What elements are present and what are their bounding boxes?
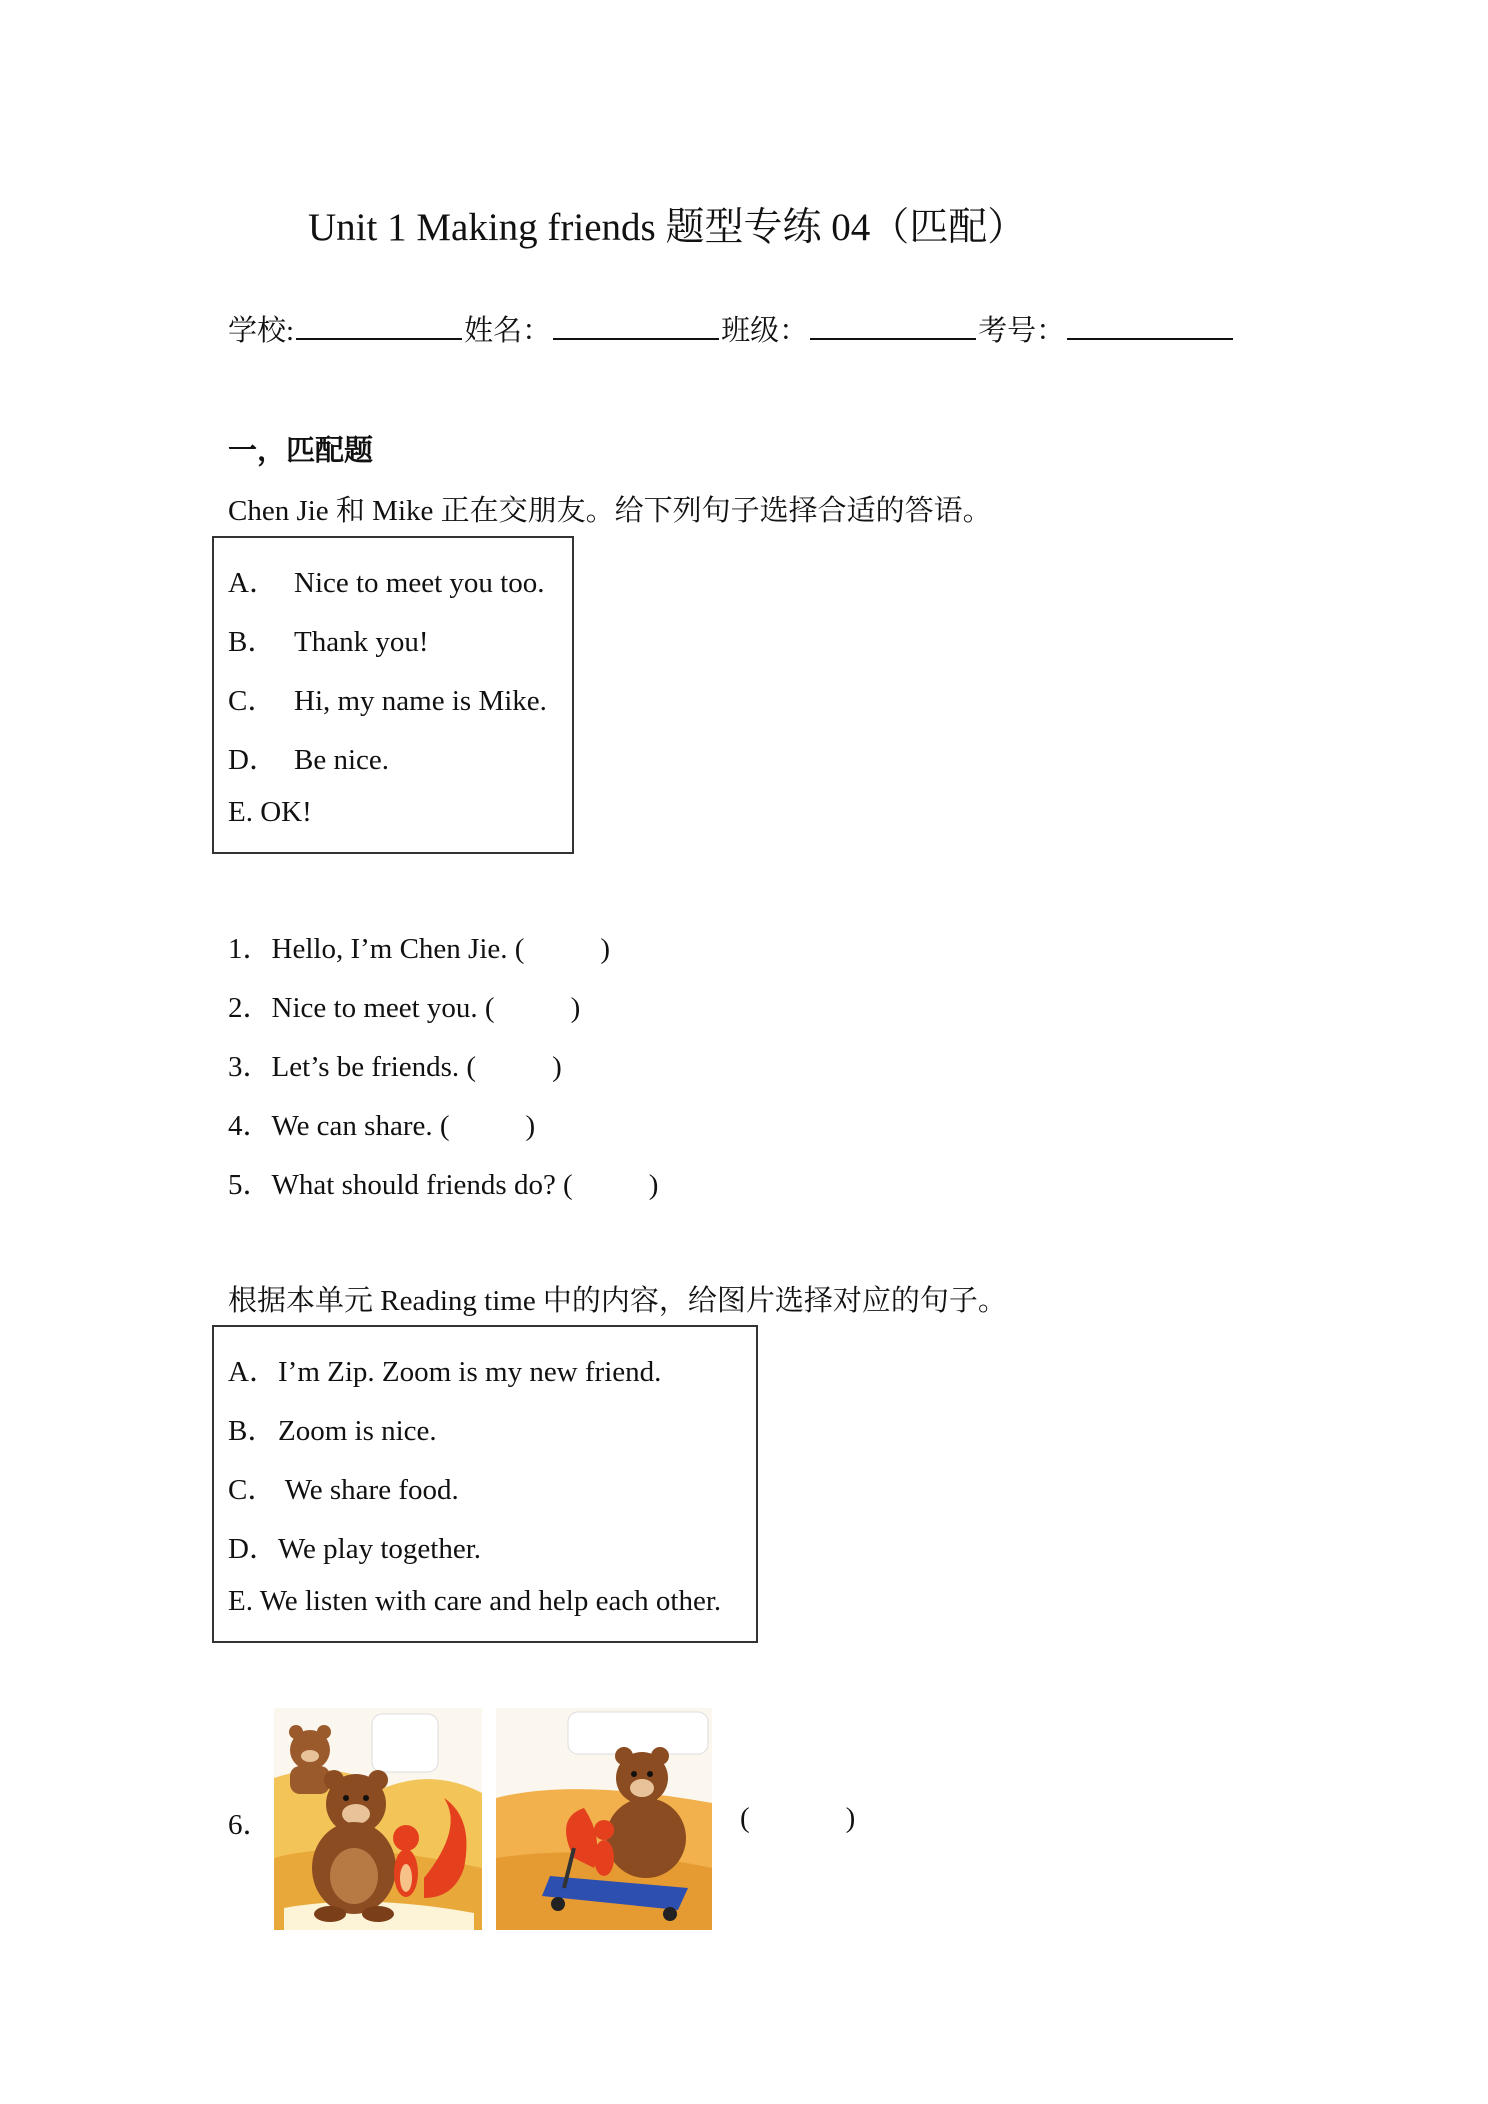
option-a: A．I’m Zip. Zoom is my new friend. (228, 1356, 662, 1388)
section1-instruction: Chen Jie 和 Mike 正在交朋友。给下列句子选择合适的答语。 (228, 495, 992, 527)
question-5: 5．What should friends do? ( ) (228, 1169, 659, 1201)
left-panel (274, 1708, 482, 1930)
question-4: 4．We can share. ( ) (228, 1110, 536, 1142)
name-blank[interactable] (553, 312, 719, 340)
option-e: E. OK! (228, 796, 312, 828)
question-6-answer: ( ) (740, 1802, 856, 1834)
class-blank[interactable] (810, 312, 976, 340)
option-b: B． Thank you! (228, 626, 429, 658)
option-b: B．Zoom is nice. (228, 1415, 437, 1447)
option-c: C． We share food. (228, 1474, 459, 1506)
student-info-line (228, 308, 1235, 349)
section-heading: 一，匹配题 (228, 433, 374, 467)
question-3: 3．Let’s be friends. ( ) (228, 1051, 562, 1083)
exam-number-label: 考号： (978, 315, 1066, 347)
right-panel (496, 1708, 712, 1930)
story-illustration (274, 1708, 712, 1930)
name-label: 姓名： (464, 315, 552, 347)
section2-instruction: 根据本单元 Reading time 中的内容，给图片选择对应的句子。 (228, 1285, 1007, 1317)
option-d: D． Be nice. (228, 744, 390, 776)
school-label: 学校: (228, 315, 295, 347)
question-6-number: 6． (228, 1809, 272, 1841)
class-label: 班级： (721, 315, 809, 347)
option-c: C． Hi, my name is Mike. (228, 685, 547, 717)
question-1: 1．Hello, I’m Chen Jie. ( ) (228, 933, 611, 965)
option-d: D．We play together. (228, 1533, 482, 1565)
exam-number-blank[interactable] (1067, 312, 1233, 340)
question-2: 2．Nice to meet you. ( ) (228, 992, 581, 1024)
option-a: A． Nice to meet you too. (228, 567, 545, 599)
school-blank[interactable] (296, 312, 462, 340)
page-title: Unit 1 Making friends 题型专练 04（匹配） (308, 206, 1027, 249)
option-e: E. We listen with care and help each other. (228, 1585, 722, 1617)
